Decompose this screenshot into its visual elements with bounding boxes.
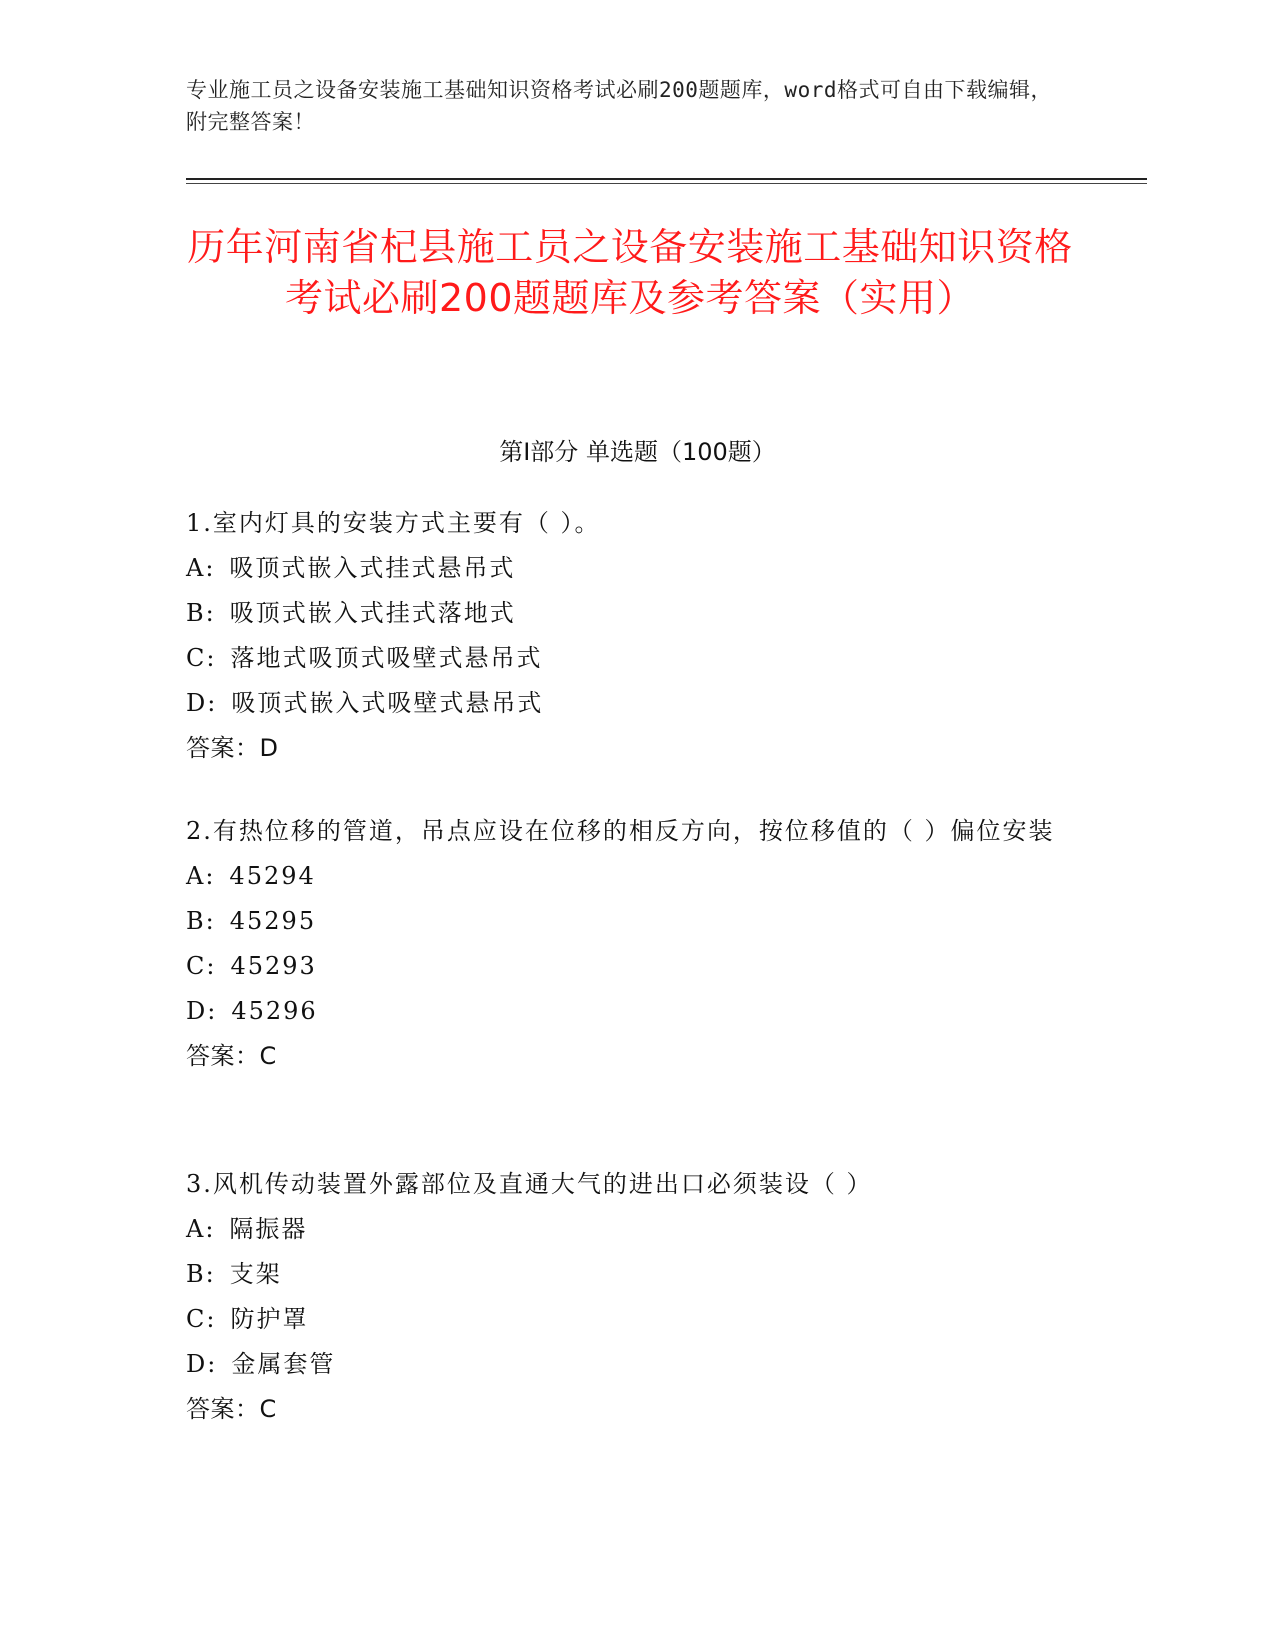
option-letter: A:: [186, 862, 216, 890]
option-letter: C:: [186, 1305, 217, 1333]
option-letter: C:: [186, 644, 217, 672]
option-b: [186, 899, 1066, 944]
question-1: [186, 501, 1066, 771]
option-c: [186, 1297, 1066, 1342]
answer-line: 答案：C: [186, 1042, 277, 1070]
option-d: [186, 681, 1066, 726]
document-title: 历年河南省杞县施工员之设备安装施工基础知识资格考试必刷200题题库及参考答案（实用）: [187, 225, 1073, 320]
question-3: [186, 1162, 1066, 1432]
option-text: 防护罩: [230, 1305, 309, 1333]
option-text: 45293: [230, 952, 317, 980]
header-rule-thick: [186, 178, 1147, 180]
option-b: [186, 1252, 1066, 1297]
option-letter: D:: [186, 689, 218, 717]
option-b: [186, 591, 1066, 636]
option-letter: A:: [186, 1215, 216, 1243]
option-letter: D:: [186, 1350, 218, 1378]
question-stem: 1.室内灯具的安装方式主要有（ ）。: [186, 509, 601, 537]
option-text: 吸顶式嵌入式吸壁式悬吊式: [231, 689, 544, 717]
option-text: 金属套管: [231, 1350, 336, 1378]
option-letter: B:: [186, 599, 216, 627]
option-text: 45295: [229, 907, 317, 935]
question-stem: 3.风机传动装置外露部位及直通大气的进出口必须装设（ ）: [186, 1170, 873, 1198]
question-stem: 2.有热位移的管道，吊点应设在位移的相反方向，按位移值的（ ）偏位安装: [186, 817, 1055, 845]
option-letter: B:: [186, 907, 216, 935]
option-a: [186, 854, 1066, 899]
option-letter: B:: [186, 1260, 216, 1288]
option-d: [186, 1342, 1066, 1387]
question-2: [186, 809, 1066, 1079]
header-note: 专业施工员之设备安装施工基础知识资格考试必刷200题题库，word格式可自由下载编辑，附完整答案！: [186, 78, 1052, 134]
option-text: 45296: [231, 997, 318, 1025]
option-a: [186, 546, 1066, 591]
option-text: 落地式吸顶式吸壁式悬吊式: [230, 644, 543, 672]
option-d: [186, 989, 1066, 1034]
option-text: 吸顶式嵌入式挂式落地式: [229, 599, 516, 627]
option-letter: C:: [186, 952, 217, 980]
option-letter: D:: [186, 997, 218, 1025]
answer-line: 答案：D: [186, 734, 279, 762]
option-c: [186, 944, 1066, 989]
answer-line: 答案：C: [186, 1395, 277, 1423]
header-rule-thin: [186, 183, 1147, 184]
option-c: [186, 636, 1066, 681]
option-a: [186, 1207, 1066, 1252]
option-text: 吸顶式嵌入式挂式悬吊式: [229, 554, 516, 582]
section-heading: 第Ⅰ部分 单选题（100题）: [499, 438, 776, 466]
option-text: 支架: [229, 1260, 282, 1288]
option-text: 45294: [229, 862, 316, 890]
option-letter: A:: [186, 554, 216, 582]
option-text: 隔振器: [229, 1215, 308, 1243]
